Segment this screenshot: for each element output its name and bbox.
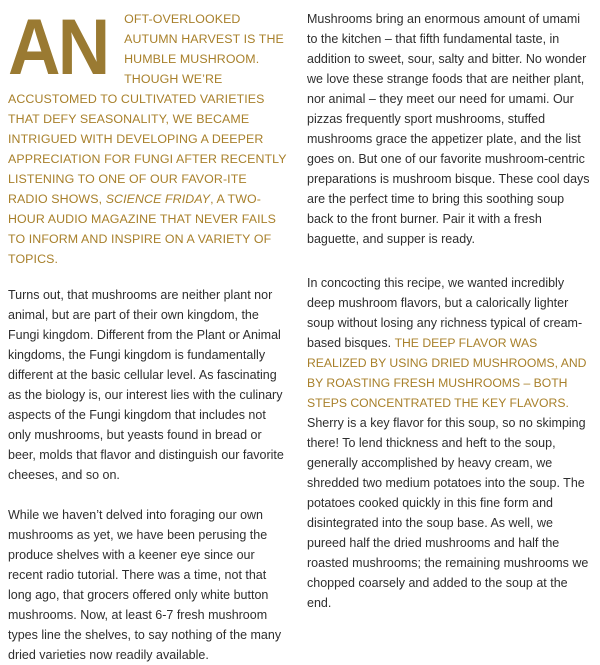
body-paragraph-recipe [307, 273, 592, 613]
intro-text: OFT-OVERLOOKED AUTUMN HARVEST IS THE HUMBLE MUSHROOM. THOUGH WE’RE ACCUSTOMED TO CULTIVATED VARIETIES THAT DEFY SEASONALITY, WE BECAME INTRIGUED WITH DEVELOPING A DEEPER APPRECIATION FOR FUNGI AFTER RECENTLY LISTENING TO ONE OF OUR FAVOR-ITE RADIO SHOWS, [8, 12, 287, 206]
intro-paragraph [8, 2, 290, 269]
recipe-highlight: THE DEEP FLAVOR WAS REALIZED BY USING DRIED MUSHROOMS, AND BY ROASTING FRESH MUSHROOMS – BOTH STEPS CONCENTRATED THE KEY FLAVORS. [307, 336, 587, 410]
drop-cap: AN [8, 2, 108, 91]
intro-show-title: SCIENCE FRIDAY [105, 192, 211, 206]
body-paragraph-umami: Mushrooms bring an enormous amount of umami to the kitchen – that fifth fundamental taste, in addition to sweet, sour, salty and bitter. No wonder we love these strange foods that are neither plant, nor animal – they meet our need for umami. Our pizzas frequently sport mushrooms, stuffed mushrooms grace the appetizer plate, and the list goes on. But one of our favorite mushroom-centric preparations is mushroom bisque. These cool days are the perfect time to bring this soothing soup back to the front burner. Pair it with a fresh baguette, and supper is ready. [307, 12, 590, 246]
right-column [307, 9, 592, 613]
intro-text-end: , A TWO-HOUR AUDIO MAGAZINE THAT NEVER FAILS TO INFORM AND INSPIRE ON A VARIETY OF TOPICS. [8, 192, 276, 266]
left-column [8, 2, 290, 665]
recipe-text-end: Sherry is a key flavor for this soup, so no skimping there! To lend thickness and heft to the soup, generally accomplished by heavy cream, we shredded two medium potatoes into the soup. The potatoes cooked quickly in this fine form and disintegrated into the soup base. As well, we pureed half the dried mushrooms and half the roasted mushrooms; the remaining mushrooms we chopped coarsely and added to the soup at the end. [307, 416, 589, 610]
recipe-text: In concocting this recipe, we wanted incredibly deep mushroom flavors, but a calorically lighter soup without losing any richness typical of cream-based bisques. [307, 276, 583, 350]
body-paragraph-foraging: While we haven’t delved into foraging our own mushrooms as yet, we have been perusing the produce shelves with a keener eye since our recent radio tutorial. There was a time, not that long ago, that grocers offered only white button mushrooms. Now, at least 6-7 fresh mushroom types line the shelves, to say nothing of the many dried varieties now readily available. [8, 508, 282, 662]
body-paragraph-fungi-kingdom: Turns out, that mushrooms are neither plant nor animal, but are part of their own kingdom, the Fungi kingdom. Different from the Plant or Animal kingdoms, the Fungi kingdom is fundamentally different at the basic cellular level. As fascinating as the biology is, our interest lies with the culinary aspects of the Fungi kingdom that includes not only mushrooms, but yeasts found in bread or beer, molds that flavor and distinguish our favorite cheeses, and so on. [8, 288, 284, 482]
